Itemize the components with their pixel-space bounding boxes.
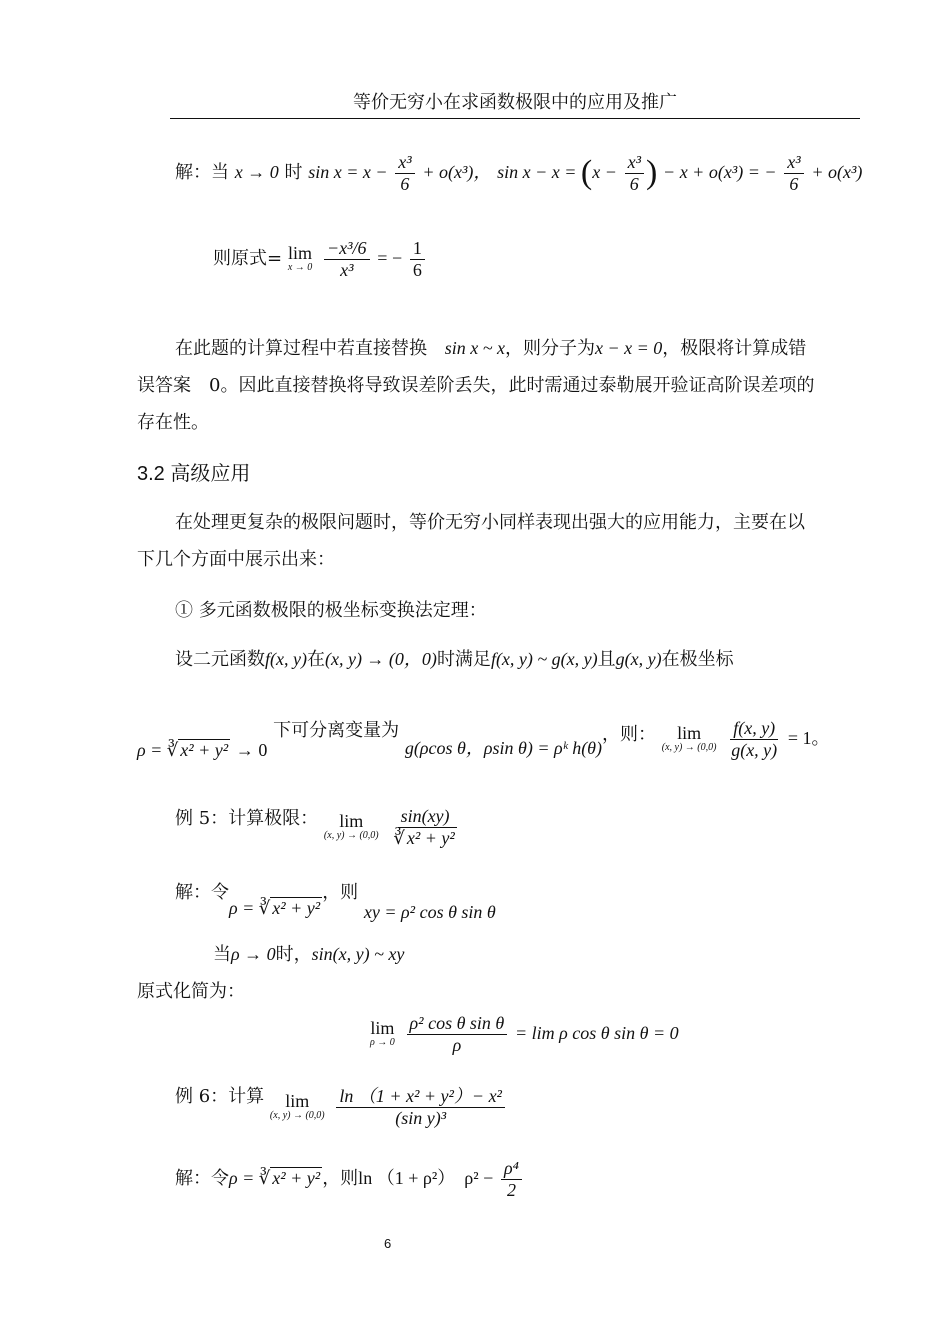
fraction-numerator: 1 <box>410 238 425 260</box>
limit-subscript: (x, y) → (0,0) <box>661 742 717 753</box>
fraction-denominator: x³ <box>340 259 354 280</box>
original-fraction <box>324 238 370 280</box>
solution-1 <box>175 152 862 194</box>
solution-5-fraction <box>407 1013 508 1055</box>
paragraph-1-text-b: ，则分子为 <box>504 338 595 359</box>
radicand: x² + y² <box>406 827 455 848</box>
fraction-denominator: 6 <box>412 259 422 280</box>
fraction-x3-over-6 <box>395 152 414 194</box>
fraction-numerator: ρ² cos θ sin θ <box>407 1013 508 1035</box>
original-label: 则原式= <box>213 248 283 270</box>
example-5-label: 例 5：计算极限： <box>175 808 319 829</box>
solution-1-eq1-tail: + o(x³)， <box>422 162 492 183</box>
theorem-fraction <box>728 718 780 760</box>
original-expression <box>213 238 427 280</box>
solution-5-line-2 <box>213 940 404 966</box>
theorem-line-2 <box>137 716 830 761</box>
solution-6-then: ，则ln （1 + ρ²） ρ² − <box>322 1168 494 1189</box>
paragraph-1-math-a: sin x ~ x <box>444 338 505 358</box>
example-6-label: 例 6：计算 <box>175 1086 265 1107</box>
example-5 <box>175 804 462 848</box>
page-header: 等价无穷小在求函数极限中的应用及推广 <box>170 88 860 119</box>
theorem-then: ，则： <box>602 724 657 745</box>
fraction-denominator: g(x, y) <box>731 739 778 760</box>
theorem-separable-math: g(ρcos θ，ρsin θ) = ρᵏ h(θ) <box>404 738 603 758</box>
solution-1-eq2-mid: − x + o(x³) = − <box>663 162 777 183</box>
theorem-math-limit: (x, y) → (0，0) <box>324 649 437 669</box>
paragraph-2-line-2: 下几个方面中展示出来： <box>137 549 335 570</box>
fraction-denominator: 6 <box>789 173 799 194</box>
fraction-numerator: x³ <box>625 152 644 174</box>
solution-6 <box>175 1158 524 1200</box>
paragraph-1-line-3: 存在性。 <box>137 412 209 433</box>
result-fraction <box>410 238 425 280</box>
paragraph-2-line-1: 在处理更复杂的极限问题时，等价无穷小同样表现出强大的应用能力，主要在以 <box>175 512 805 533</box>
limit-subscript: ρ → 0 <box>370 1037 395 1049</box>
limit-operator: lim ρ → 0 <box>370 1018 395 1049</box>
radicand: x² + y² <box>272 898 321 918</box>
solution-6-fraction <box>501 1158 522 1200</box>
limit-subscript: x → 0 <box>287 262 313 274</box>
paragraph-1-math-b: x − x = 0 <box>594 338 663 358</box>
solution-1-eq1: sin x = x − <box>308 162 388 183</box>
limit-operator: lim (x, y) → (0,0) <box>269 1091 325 1121</box>
solution-5-when-math: ρ → 0 <box>231 944 276 964</box>
radicand: x² + y² <box>180 740 229 760</box>
theorem-math-equiv: f(x, y) ~ g(x, y) <box>490 649 598 669</box>
limit-operator: lim (x, y) → (0,0) <box>661 723 717 753</box>
solution-5-xy: xy = ρ² cos θ sin θ <box>363 902 496 922</box>
fraction-denominator: 2 <box>506 1179 516 1200</box>
solution-1-cond: x → 0 <box>234 162 279 183</box>
solution-5-simplify: 原式化简为： <box>137 981 245 1002</box>
fraction-numerator: x³ <box>784 152 803 174</box>
fraction-numerator: sin(xy) <box>398 806 453 828</box>
solution-5-then: ，则 <box>322 882 359 903</box>
limit-text: lim <box>288 243 313 264</box>
fraction-numerator: f(x, y) <box>730 718 778 740</box>
fraction-x3-over-6-b <box>625 152 644 194</box>
fraction-numerator: ρ⁴ <box>501 1158 522 1180</box>
example-5-fraction <box>390 806 459 848</box>
solution-1-prefix: 解：当 <box>175 162 229 184</box>
rho-definition: ρ = ∛ <box>137 740 179 760</box>
page-number: 6 <box>384 1236 392 1251</box>
cube-root-symbol: ∛ <box>393 827 405 848</box>
fraction-numerator: x³ <box>395 152 414 174</box>
paragraph-1-text-a: 在此题的计算过程中若直接替换 <box>175 338 427 359</box>
solution-5-when-eq: sin(x, y) ~ xy <box>311 944 405 964</box>
solution-5-result: = lim ρ cos θ sin θ = 0 <box>515 1023 679 1044</box>
solution-5-line-1 <box>175 878 496 923</box>
theorem-math-g: g(x, y) <box>615 649 662 669</box>
solution-1-eq2-tail: + o(x³) <box>811 162 863 183</box>
fraction-denominator: 6 <box>400 173 410 194</box>
fraction-denominator: (sin y)³ <box>395 1107 447 1128</box>
fraction-x3-over-6-c <box>784 152 803 194</box>
fraction-denominator: 6 <box>629 173 639 194</box>
theorem-line-1 <box>175 645 734 671</box>
limit-subscript: (x, y) → (0,0) <box>323 830 379 841</box>
solution-5-formula <box>370 1013 679 1055</box>
theorem-text-c: 时满足 <box>436 649 491 670</box>
solution-6-prefix: 解：令 <box>175 1168 229 1190</box>
limit-operator: lim (x, y) → (0,0) <box>323 811 379 841</box>
paragraph-1-line-2: 误答案 0。因此直接替换将导致误差阶丢失，此时需通过泰勒展开验证高阶误差项的 <box>137 375 815 396</box>
theorem-text-e: 在极坐标 <box>661 649 734 670</box>
paragraph-1-text-c: ，极限将计算成错 <box>662 338 807 359</box>
solution-1-eq2-head: sin x − x = <box>497 162 581 183</box>
original-result: = − <box>377 248 403 269</box>
open-paren: ( <box>580 154 593 192</box>
theorem-text-b: 在 <box>306 649 325 670</box>
solution-5-when-a: 当 <box>213 944 231 965</box>
solution-5-when-b: 时， <box>275 944 312 965</box>
example-6 <box>175 1082 507 1128</box>
theorem-math-f: f(x, y) <box>265 649 307 669</box>
fraction-denominator: ρ <box>452 1034 462 1055</box>
item-1-title: ① 多元函数极限的极坐标变换法定理： <box>175 600 487 621</box>
theorem-text-a: 设二元函数 <box>175 649 265 670</box>
rho-tail: → 0 <box>235 740 268 760</box>
radicand: x² + y² <box>272 1168 321 1189</box>
theorem-text-d: 且 <box>597 649 616 670</box>
section-heading: 3.2 高级应用 <box>137 463 251 485</box>
solution-5-prefix: 解：令 <box>175 882 229 903</box>
theorem-result: = 1。 <box>787 728 830 748</box>
paragraph-2 <box>137 504 857 578</box>
fraction-numerator: ln （1 + x² + y²）− x² <box>336 1086 505 1108</box>
x-var: x − <box>592 162 617 183</box>
limit-subscript: (x, y) → (0,0) <box>269 1110 325 1121</box>
rho-definition: ρ = ∛ <box>229 1168 271 1189</box>
fraction-numerator: −x³/6 <box>324 238 370 260</box>
limit-operator <box>288 244 312 274</box>
example-6-fraction <box>336 1086 505 1128</box>
solution-1-when: 时 <box>284 162 303 184</box>
rho-definition: ρ = ∛ <box>229 898 271 918</box>
paragraph-1 <box>137 330 857 441</box>
theorem-separable-text: 下可分离变量为 <box>273 720 400 741</box>
close-paren: ) <box>645 154 658 192</box>
